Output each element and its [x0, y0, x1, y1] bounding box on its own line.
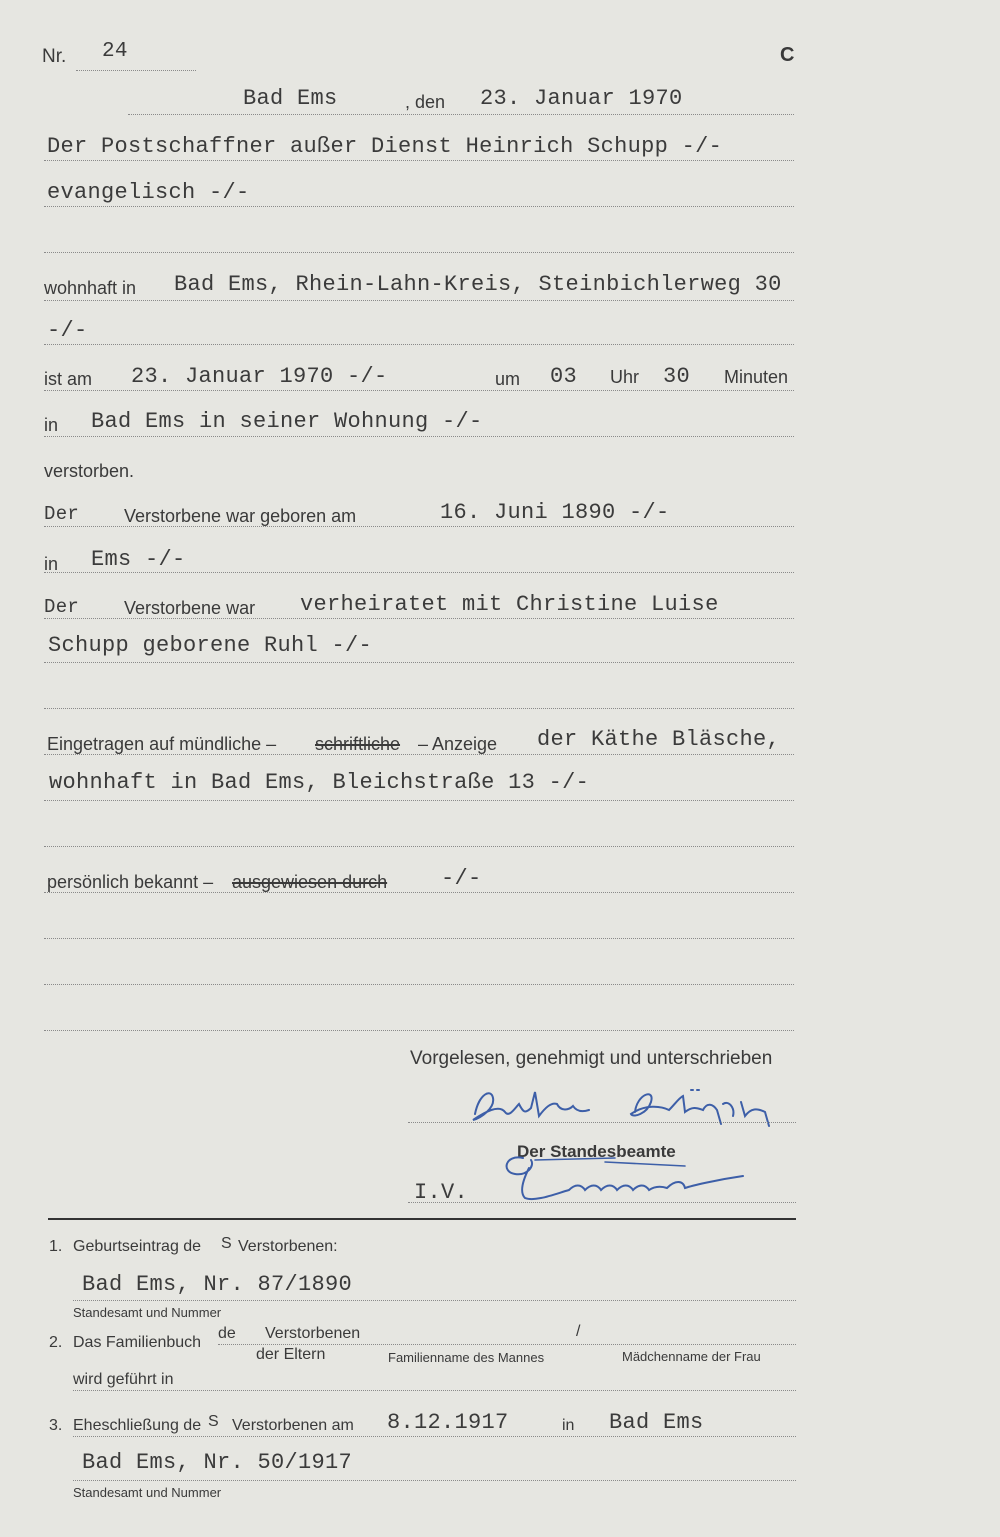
death-minutes: 30	[663, 364, 691, 389]
footnote-3-label: Eheschließung de	[73, 1417, 202, 1434]
footnote-1-value: Bad Ems, Nr. 87/1890	[82, 1272, 353, 1297]
marriage-line-1: verheiratet mit Christine Luise	[300, 592, 719, 617]
birth-date: 16. Juni 1890 -/-	[440, 500, 670, 525]
dotted-line	[44, 938, 794, 939]
footnote-2-eltern: der Eltern	[256, 1346, 326, 1363]
standesamt-label: Standesamt und Nummer	[73, 1305, 222, 1320]
marriage-line-2: Schupp geborene Ruhl -/-	[48, 633, 373, 658]
footnote-2-de: de	[218, 1325, 236, 1342]
footnote-3-label-b: Verstorbenen am	[232, 1417, 354, 1434]
nr-value: 24	[102, 40, 128, 63]
footnote-1-label-b: Verstorbenen:	[238, 1238, 338, 1255]
death-in-label: in	[44, 415, 59, 435]
informant-signature	[465, 1082, 795, 1132]
standesamt-label-2: Standesamt und Nummer	[73, 1485, 222, 1500]
dotted-line	[44, 618, 794, 619]
dotted-line	[218, 1344, 796, 1345]
dotted-line	[44, 344, 794, 345]
header-dotted-line	[128, 114, 794, 115]
standesbeamte-label: Der Standesbeamte	[517, 1142, 676, 1161]
dotted-line	[44, 708, 794, 709]
dotted-line	[44, 300, 794, 301]
den-label: , den	[405, 92, 446, 112]
header-date: 23. Januar 1970	[480, 86, 683, 111]
wohnhaft-label: wohnhaft in	[44, 278, 137, 298]
dotted-line	[73, 1436, 796, 1437]
dotted-line	[44, 1030, 794, 1031]
dotted-line	[44, 436, 794, 437]
dotted-line	[44, 800, 794, 801]
report-label-struck: schriftliche	[315, 734, 401, 754]
report-line-1: der Käthe Bläsche,	[537, 727, 781, 752]
identity-struck: ausgewiesen durch	[232, 872, 388, 892]
person-line-1: Der Postschaffner außer Dienst Heinrich Schupp -/-	[47, 134, 723, 159]
dotted-line	[44, 526, 794, 527]
section-divider	[48, 1218, 796, 1220]
dotted-line	[44, 662, 794, 663]
marriage-der-typed: Der	[44, 596, 80, 618]
residence-line-1: Bad Ems, Rhein-Lahn-Kreis, Steinbichlerweg 30	[174, 272, 782, 297]
footnote-1-s: S	[221, 1235, 232, 1252]
footnote-3-s: S	[208, 1413, 219, 1430]
death-hour: 03	[550, 364, 578, 389]
header-place: Bad Ems	[243, 86, 338, 111]
footnote-3-in: in	[562, 1417, 575, 1434]
um-label: um	[495, 369, 521, 389]
uhr-label: Uhr	[610, 367, 640, 387]
birth-in-label: in	[44, 554, 59, 574]
dotted-line	[44, 984, 794, 985]
report-label-b: – Anzeige	[418, 734, 498, 754]
death-date: 23. Januar 1970 -/-	[131, 364, 388, 389]
form-letter: C	[780, 44, 795, 66]
signature-dotted-line	[408, 1122, 796, 1123]
dotted-line	[44, 206, 794, 207]
nr-dotted-line	[76, 70, 196, 71]
footnote-2-number: 2.	[49, 1334, 63, 1351]
dotted-line	[73, 1390, 796, 1391]
footnote-2-wird: wird geführt in	[73, 1371, 174, 1388]
footnote-3-number: 3.	[49, 1417, 63, 1434]
registrar-signature	[495, 1140, 755, 1210]
footnote-3-place: Bad Ems	[609, 1410, 704, 1435]
birth-der-typed: Der	[44, 503, 80, 525]
nr-label: Nr.	[42, 46, 67, 67]
signature-dotted-line	[408, 1202, 796, 1203]
minuten-label: Minuten	[724, 367, 789, 387]
dotted-line	[44, 390, 794, 391]
identity-label: persönlich bekannt –	[47, 872, 214, 892]
report-label-a: Eingetragen auf mündliche –	[47, 734, 277, 754]
marriage-label: Verstorbene war	[124, 598, 256, 618]
footnote-3-date: 8.12.1917	[387, 1410, 509, 1435]
verstorben-label: verstorben.	[44, 461, 135, 481]
birth-place: Ems -/-	[91, 547, 186, 572]
dotted-line	[44, 160, 794, 161]
dotted-line	[44, 572, 794, 573]
footnote-1-number: 1.	[49, 1238, 63, 1255]
familienname-mann-label: Familienname des Mannes	[388, 1350, 545, 1365]
iv-label: I.V.	[414, 1180, 469, 1205]
footnote-2-label: Das Familienbuch	[73, 1334, 202, 1351]
footnote-3-value: Bad Ems, Nr. 50/1917	[82, 1450, 353, 1475]
residence-line-2: -/-	[47, 318, 88, 343]
report-line-2: wohnhaft in Bad Ems, Bleichstraße 13 -/-	[49, 770, 590, 795]
person-line-2: evangelisch -/-	[47, 180, 250, 205]
dotted-line	[44, 754, 794, 755]
dotted-line	[44, 846, 794, 847]
dotted-line	[73, 1480, 796, 1481]
dotted-line	[44, 252, 794, 253]
footnote-2-verstorbenen: Verstorbenen	[265, 1325, 361, 1342]
birth-label: Verstorbene war geboren am	[124, 506, 357, 526]
ist-am-label: ist am	[44, 369, 93, 389]
identity-value: -/-	[441, 866, 482, 891]
vorgelesen-label: Vorgelesen, genehmigt und unterschrieben	[410, 1048, 773, 1069]
dotted-line	[73, 1300, 796, 1301]
footnote-1-label: Geburtseintrag de	[73, 1238, 202, 1255]
maedchenname-frau-label: Mädchenname der Frau	[622, 1349, 761, 1364]
dotted-line	[44, 892, 794, 893]
footnote-2-slash: /	[576, 1323, 581, 1340]
death-place: Bad Ems in seiner Wohnung -/-	[91, 409, 483, 434]
